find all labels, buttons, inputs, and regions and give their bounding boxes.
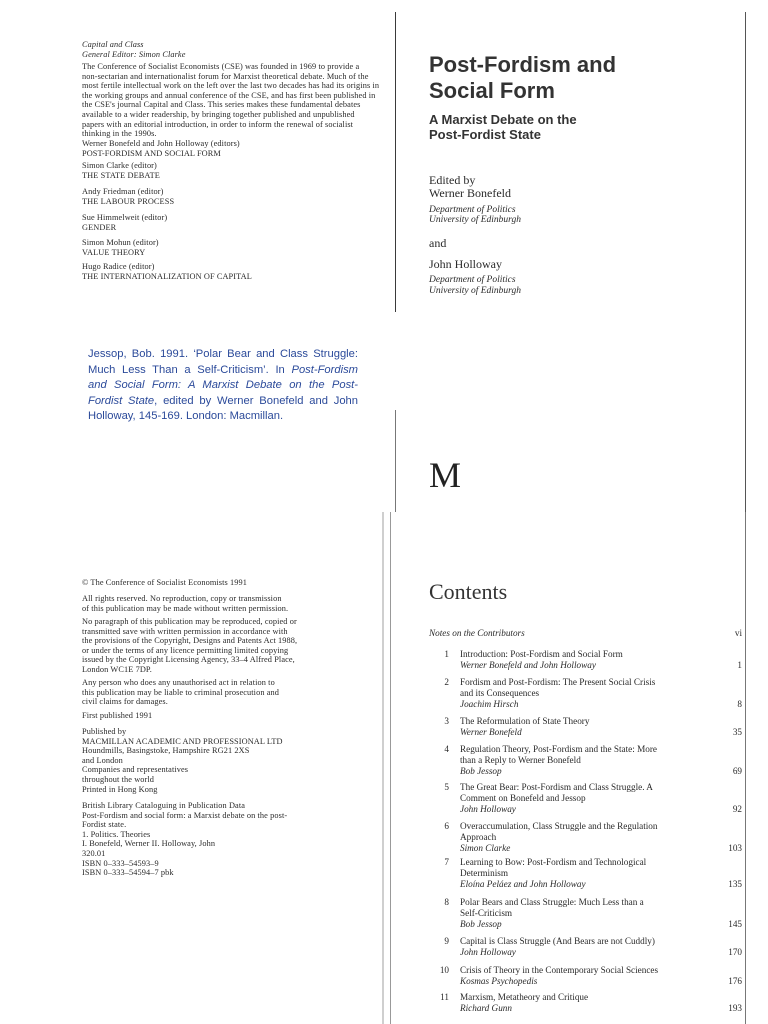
cip-line: 320.01: [82, 848, 106, 858]
toc-number: 7: [444, 857, 449, 867]
toc-number: 1: [444, 649, 449, 659]
toc-page-number: 170: [728, 947, 742, 957]
cip-line: British Library Cataloguing in Publication Data: [82, 801, 246, 810]
series-page: [0, 0, 384, 512]
intro-line: the CSE's journal Capital and Class. This series makes these fundamental debates: [82, 100, 361, 110]
subtitle-line: Post-Fordist State: [429, 127, 541, 142]
toc-title-line: and its Consequences: [460, 687, 540, 698]
toc-text: [460, 992, 698, 1014]
series-editor: General Editor: Simon Clarke: [82, 49, 186, 59]
cip-line: Post-Fordism and social form: a Marxist debate on the post-: [82, 810, 288, 820]
toc-title-line: The Reformulation of State Theory: [460, 716, 590, 726]
publisher-logo: M: [429, 455, 462, 495]
book-subtitle: [429, 112, 577, 142]
book-editor: Werner Bonefeld and John Holloway (editors): [82, 139, 240, 148]
notice-line: the provisions of the Copyright, Designs and Patents Act 1988,: [82, 636, 298, 646]
page-edge-shadow: [745, 12, 746, 512]
book-editor: Sue Himmelweit (editor): [82, 213, 168, 222]
book-title: [429, 52, 616, 104]
toc-title-line: Learning to Bow: Post-Fordism and Technological: [460, 857, 647, 867]
editor-affiliation: University of Edinburgh: [429, 286, 521, 296]
contents-heading: Contents: [429, 579, 508, 604]
book-entry: [82, 187, 174, 206]
liability-notice: [82, 678, 279, 707]
intro-line: The Conference of Socialist Economists (CSE) was founded in 1969 to provide a: [82, 62, 360, 71]
toc-page-number: 193: [728, 1003, 742, 1013]
cip-line: ISBN 0–333–54593–9: [82, 858, 159, 868]
title-page: [384, 0, 768, 512]
book-editor: Simon Mohun (editor): [82, 238, 159, 247]
toc-page-number: 8: [737, 699, 742, 709]
page-edge-shadow: [390, 512, 391, 1024]
toc-author: Eloína Peláez and John Holloway: [460, 878, 586, 889]
toc-author: John Holloway: [460, 946, 516, 957]
toc-text: [460, 649, 698, 671]
toc-entry: [429, 782, 754, 816]
notice-line: Any person who does any unauthorised act in relation to: [82, 678, 275, 687]
toc-entry: [429, 992, 754, 1016]
notice-line: No paragraph of this publication may be reproduced, copied or: [82, 617, 297, 626]
book-editor: Hugo Radice (editor): [82, 262, 155, 271]
toc-number: 2: [444, 677, 449, 687]
toc-text: [460, 744, 698, 776]
toc-title-line: Fordism and Post-Fordism: The Present Social Crisis: [460, 677, 656, 687]
intro-line: available to a wider readership, by bringing together published and unpublished: [82, 109, 355, 119]
toc-text: [460, 716, 698, 738]
rights-statement: [82, 594, 288, 613]
toc-number: 8: [444, 897, 449, 907]
cip-line: Fordist state.: [82, 820, 127, 830]
toc-text: [460, 677, 698, 709]
copyright-page: [0, 512, 384, 1024]
toc-entry: [429, 965, 754, 989]
toc-text: [460, 782, 698, 814]
notice-line: this publication may be liable to criminal prosecution and: [82, 687, 280, 697]
book-entry: [82, 139, 240, 158]
toc-title-line: Determinism: [460, 867, 508, 878]
toc-author: Bob Jessop: [460, 765, 502, 776]
toc-page-number: vi: [734, 628, 742, 638]
cip-line: ISBN 0–333–54594–7 pbk: [82, 868, 174, 878]
toc-title-line: Marxism, Metatheory and Critique: [460, 992, 589, 1002]
copyright-line: © The Conference of Socialist Economists 1991: [82, 578, 248, 587]
subtitle-line: A Marxist Debate on the: [429, 112, 577, 127]
contents-page: [384, 512, 768, 1024]
toc-number: 9: [444, 936, 449, 946]
citation-note: [88, 347, 358, 425]
toc-author: Werner Bonefeld and John Holloway: [460, 659, 596, 670]
toc-number: 11: [440, 992, 449, 1002]
book-title: POST-FORDISM AND SOCIAL FORM: [82, 148, 221, 158]
toc-text: [460, 936, 698, 958]
book-editor: Simon Clarke (editor): [82, 161, 157, 170]
book-title: GENDER: [82, 222, 117, 232]
printed-in: Printed in Hong Kong: [82, 785, 158, 794]
intro-line: papers with an editorial introduction, in order to inform the renewal of socialist: [82, 119, 354, 129]
toc-author: Kosmas Psychopedis: [460, 975, 538, 986]
toc-text: [460, 897, 698, 929]
notice-line: civil claims for damages.: [82, 697, 168, 707]
book-entry: [82, 161, 160, 180]
publisher-line: and London: [82, 755, 123, 765]
toc-page-number: 1: [737, 660, 742, 670]
editor-affiliation: Department of Politics: [429, 275, 516, 285]
notice-line: or under the terms of any licence permitting limited copying: [82, 645, 289, 655]
first-published: First published 1991: [82, 711, 153, 720]
rights-line: All rights reserved. No reproduction, copy or transmission: [82, 594, 282, 603]
book-title: THE LABOUR PROCESS: [82, 196, 175, 206]
publisher-line: throughout the world: [82, 774, 155, 784]
book-entry: [82, 238, 159, 257]
editor-name: Werner Bonefeld: [429, 186, 511, 200]
toc-title-line: Overaccumulation, Class Struggle and the Regulation: [460, 821, 658, 831]
toc-number: 6: [444, 821, 449, 831]
toc-text: [460, 857, 698, 889]
title-line: Social Form: [429, 78, 555, 103]
editor-affiliation: University of Edinburgh: [429, 215, 521, 225]
toc-number: 4: [444, 744, 449, 754]
toc-title-line: The Great Bear: Post-Fordism and Class Struggle. A: [460, 782, 653, 792]
rights-line: of this publication may be made without written permission.: [82, 603, 289, 613]
cip-line: I. Bonefeld, Werner II. Holloway, John: [82, 839, 216, 849]
toc-title-line: than a Reply to Werner Bonefeld: [460, 754, 581, 765]
toc-text: [460, 965, 698, 987]
toc-title-line: Capital is Class Struggle (And Bears are not Cuddly): [460, 936, 655, 946]
book-entry: [82, 262, 252, 281]
toc-author: John Holloway: [460, 803, 516, 814]
toc-entry: [429, 897, 754, 931]
book-title: THE STATE DEBATE: [82, 170, 160, 180]
title-line: Post-Fordism and: [429, 52, 617, 77]
toc-title-line: Comment on Bonefeld and Jessop: [460, 792, 586, 803]
toc-title-line: Regulation Theory, Post-Fordism and the State: More: [460, 744, 657, 754]
page-edge-shadow: [395, 410, 396, 512]
intro-line: thinking in the 1990s.: [82, 129, 157, 139]
toc-author: Richard Gunn: [460, 1002, 512, 1013]
toc-author: Bob Jessop: [460, 918, 502, 929]
toc-page-number: 135: [728, 879, 742, 889]
notice-line: transmitted save with written permission in accordance with: [82, 626, 288, 636]
notice-line: London WC1E 7DP.: [82, 664, 152, 674]
toc-entry: [429, 716, 754, 740]
book-editor: Andy Friedman (editor): [82, 187, 164, 196]
toc-entry: [429, 857, 754, 891]
publisher-info: [82, 727, 283, 785]
toc-entry: [429, 649, 754, 673]
citation-book-title: Post-Fordism and Social Form: A Marxist Debate on the Post-Fordist State: [88, 363, 358, 407]
toc-title-line: Approach: [460, 831, 497, 842]
toc-entry: [429, 677, 754, 711]
toc-entry: [429, 744, 754, 778]
toc-title-line: Introduction: Post-Fordism and Social Form: [460, 649, 623, 659]
cip-data: [82, 801, 287, 878]
intro-line: non-sectarian and internationalist forum for Marxist theoretical debate. Much of the: [82, 71, 369, 81]
toc-text: [460, 821, 698, 853]
series-name: Capital and Class: [82, 40, 144, 49]
publisher-line: Houndmills, Basingstoke, Hampshire RG21 2XS: [82, 746, 250, 756]
editor-name: John Holloway: [429, 257, 502, 271]
and-label: and: [429, 236, 447, 250]
toc-page-number: 176: [728, 976, 742, 986]
toc-notes-label: Notes on the Contributors: [429, 628, 525, 638]
series-intro: [82, 62, 379, 139]
publisher-line: Companies and representatives: [82, 765, 189, 775]
toc-author: Simon Clarke: [460, 842, 511, 853]
toc-number: 5: [444, 782, 449, 792]
toc-number: 10: [439, 965, 449, 975]
toc-author: Joachim Hirsch: [460, 698, 519, 709]
toc-page-number: 103: [728, 843, 742, 853]
toc-title-line: Polar Bears and Class Struggle: Much Less than a: [460, 897, 644, 907]
book-title: THE INTERNATIONALIZATION OF CAPITAL: [82, 271, 252, 281]
toc-page-number: 69: [732, 766, 742, 776]
toc-notes: [429, 628, 754, 640]
citation-text: Jessop, Bob. 1991. ‘Polar Bear and Class Struggle: Much Less Than a Self-Criticism’. In: [88, 348, 358, 376]
toc-page-number: 145: [728, 919, 742, 929]
book-entry: [82, 213, 167, 232]
toc-page-number: 92: [732, 804, 742, 814]
intro-line: the working groups and annual conference of the CSE, and has first been published in: [82, 90, 376, 100]
toc-title-line: Crisis of Theory in the Contemporary Social Sciences: [460, 965, 659, 975]
toc-title-line: Self-Criticism: [460, 907, 513, 918]
intro-line: most fertile intellectual work on the left over the last two decades has had its origins in: [82, 81, 380, 91]
toc-number: 3: [444, 716, 449, 726]
toc-author: Werner Bonefeld: [460, 726, 522, 737]
toc-entry: [429, 821, 754, 855]
notice-line: issued by the Copyright Licensing Agency, 33–4 Alfred Place,: [82, 655, 295, 665]
editor-affiliation: Department of Politics: [429, 205, 516, 215]
book-title: VALUE THEORY: [82, 247, 146, 257]
series-header: [82, 40, 186, 59]
edited-by-label: Edited by: [429, 173, 476, 187]
toc-page-number: 35: [732, 727, 742, 737]
page-edge-shadow: [395, 12, 396, 312]
reproduction-notice: [82, 617, 297, 675]
publisher-line: Published by: [82, 727, 127, 736]
citation-text: , edited by Werner Bonefeld and John Holloway, 145-169. London: Macmillan.: [88, 394, 359, 422]
toc-entry: [429, 936, 754, 960]
cip-line: 1. Politics. Theories: [82, 829, 151, 839]
publisher-line: MACMILLAN ACADEMIC AND PROFESSIONAL LTD: [82, 736, 283, 746]
